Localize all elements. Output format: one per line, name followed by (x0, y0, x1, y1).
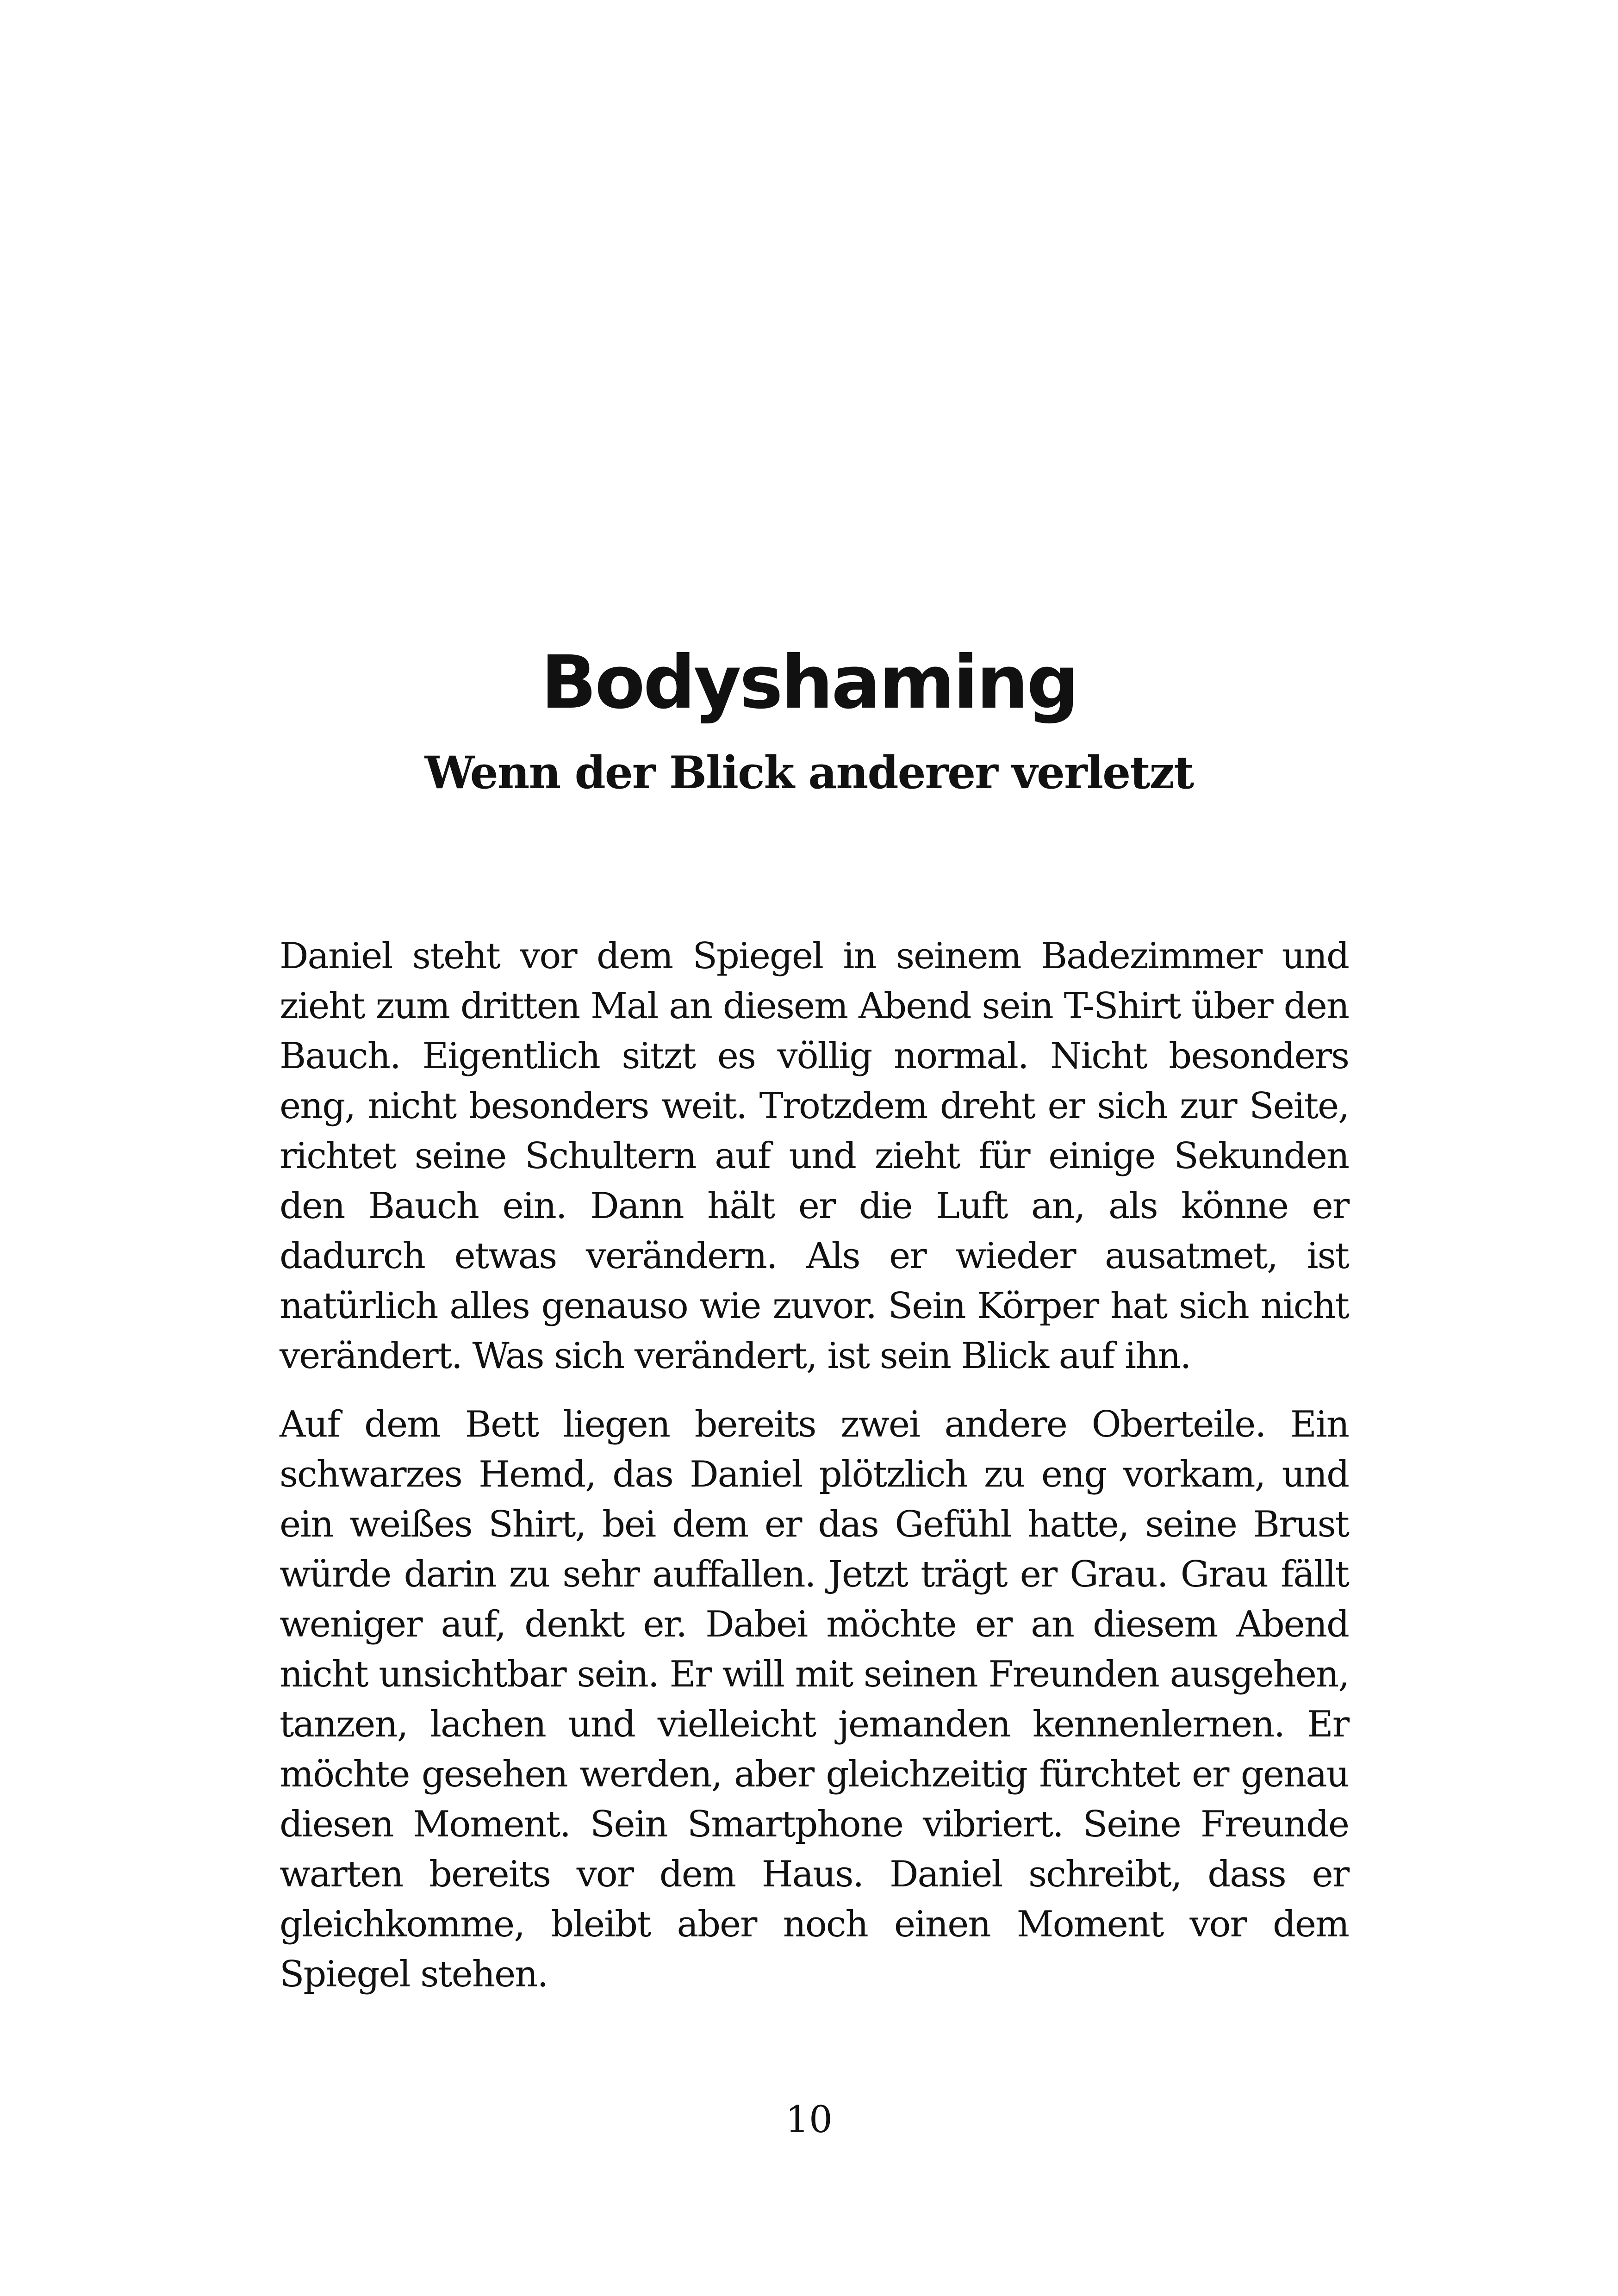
paragraph-2: Auf dem Bett liegen bereits zwei andere Oberteile. Ein schwarzes Hemd, das Daniel plötzlich zu eng vorkam, und ein weißes Shirt, bei dem er das Gefühl hatte, seine Brust würde darin zu sehr auffallen. Jetzt trägt er Grau. Grau fällt weniger auf, denkt er. Dabei möchte er an diesem Abend nicht unsichtbar sein. Er will mit seinen Freunden ausgehen, tanzen, lachen und vielleicht jemanden kennenlernen. Er möchte gesehen werden, aber gleichzeitig fürchtet er genau diesen Moment. Sein Smartphone vibriert. Seine Freunde warten bereits vor dem Haus. Daniel schreibt, dass er gleichkomme, bleibt aber noch einen Moment vor dem Spiegel stehen. (280, 1404, 1349, 1995)
body-text (280, 931, 1349, 1999)
chapter-title: Bodyshaming (541, 640, 1077, 725)
chapter-subtitle: Wenn der Blick anderer verletzt (424, 747, 1194, 799)
paragraph-1: Daniel steht vor dem Spiegel in seinem Badezimmer und zieht zum dritten Mal an diesem Abend sein T-Shirt über den Bauch. Eigentlich sitzt es völlig normal. Nicht besonders eng, nicht besonders weit. Trotzdem dreht er sich zur Seite, richtet seine Schultern auf und zieht für einige Sekunden den Bauch ein. Dann hält er die Luft an, als könne er dadurch etwas verändern. Als er wieder ausatmet, ist natürlich alles genauso wie zuvor. Sein Körper hat sich nicht verändert. Was sich verändert, ist sein Blick auf ihn. (280, 935, 1349, 1377)
page-number: 10 (785, 2098, 833, 2141)
